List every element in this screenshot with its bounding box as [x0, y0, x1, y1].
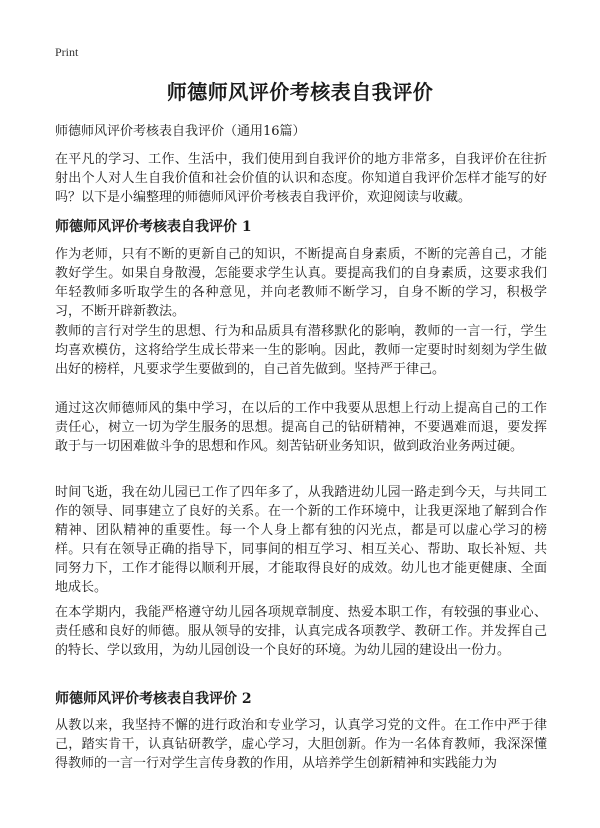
print-label[interactable]: Print	[55, 45, 79, 59]
intro-paragraph: 在平凡的学习、工作、生活中，我们使用到自我评价的地方非常多，自我评价在往折射出个人对人生自我价值和社会价值的认识和态度。你知道自我评价怎样才能写的好吗？以下是小编整理的师德师风评价考核表自我评价，欢迎阅读与收藏。	[55, 152, 547, 205]
document-title: 师德师风评价考核表自我评价	[166, 80, 434, 104]
section-1-paragraph-1: 作为老师，只有不断的更新自己的知识，不断提高自身素质，不断的完善自己，才能教好学生。如果自身散漫，怎能要求学生认真。要提高我们的自身素质，这要求我们年轻教师多听取学生的各种意见，并向老教师不断学习，自身不断的学习，积极学习，不断开辟新教法。	[55, 247, 547, 319]
document-subtitle: 师德师风评价考核表自我评价（通用16篇）	[55, 124, 306, 139]
section-1-paragraph-3: 通过这次师德师风的集中学习，在以后的工作中我要从思想上行动上提高自己的工作责任心，树立一切为学生服务的思想。提高自己的钻研精神，不要遇难而退，要发挥敢于与一切困难做斗争的思想和作风。刻苦钻研业务知识，做到政治业务两过硬。	[55, 401, 547, 454]
section-2-paragraph-1: 从教以来，我坚持不懈的进行政治和专业学习，认真学习党的文件。在工作中严于律己，踏实肯干，认真钻研教学，虚心学习，大胆创新。作为一名体育教师，我深深懂得教师的一言一行对学生言传身教的作用，从培养学生创新精神和实践能力为	[55, 718, 547, 771]
section-heading-2: 师德师风评价考核表自我评价 2	[55, 691, 252, 707]
section-1-paragraph-2: 教师的言行对学生的思想、行为和品质具有潜移默化的影响，教师的一言一行，学生均喜欢模仿，这将给学生成长带来一生的影响。因此，教师一定要时时刻刻为学生做出好的榜样，凡要求学生要做到的，自己首先做到。坚持严于律己。	[55, 324, 547, 377]
section-1-paragraph-5: 在本学期内，我能严格遵守幼儿园各项规章制度、热爱本职工作，有较强的事业心、责任感和良好的师德。服从领导的安排，认真完成各项教学、教研工作。并发挥自己的特长、学以致用，为幼儿园创设一个良好的环境。为幼儿园的建设出一份力。	[55, 605, 547, 658]
section-heading-1: 师德师风评价考核表自我评价 1	[55, 219, 252, 235]
section-1-paragraph-4: 时间飞逝，我在幼儿园已工作了四年多了，从我踏进幼儿园一路走到今天，与共同工作的领导、同事建立了良好的关系。在一个新的工作环境中，让我更深地了解到合作精神、团队精神的重要性。每一个人身上都有独的闪光点，都是可以虚心学习的榜样。只有在领导正确的指导下，同事间的相互学习、相互关心、帮助、取长补短、共同努力下，工作才能得以顺利开展，才能取得良好的成效。幼儿也才能更健康、全面地成长。	[55, 485, 547, 595]
